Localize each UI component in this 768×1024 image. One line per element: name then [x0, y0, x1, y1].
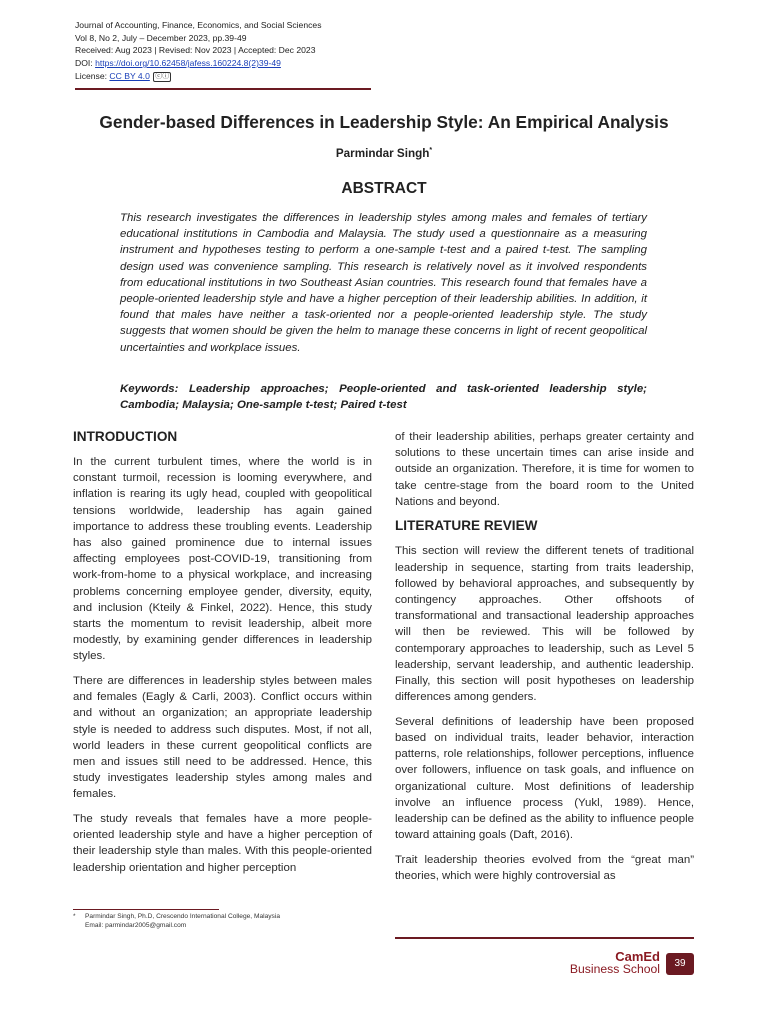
logo-line-2: Business School [569, 962, 660, 976]
lit-paragraph-2: Several definitions of leadership have been proposed based on individual traits, leader behavior, interaction patterns, role relationships, follower perceptions, influence over followers, influence on task goals, and influence on organizational culture. Most definitions of leadership involve an influence process (Yukl, 1989). Hence, leadership can be defined as the ability to influence people toward attaining goals (Daft, 2016). [395, 715, 694, 842]
journal-name: Journal of Accounting, Finance, Economics, and Social Sciences [75, 20, 322, 30]
lit-paragraph-3: Trait leadership theories evolved from the “great man” theories, which were highly controversial as [395, 853, 694, 883]
header-divider [75, 88, 371, 90]
footnote-divider [73, 909, 219, 910]
abstract-text: This research investigates the differences in leadership styles among males and females of tertiary educational institutions in Cambodia and Malaysia. The study used a questionnaire as a measuring instrument and hypotheses testing to perform a one-sample t-test and a paired t-test. The sampling design used was convenience sampling. This research is relatively novel as it involved respondents from educational institutions in two Southeast Asian countries. This research found that females have a people-oriented leadership style and have a higher perception of their leadership abilities. In addition, it found that males have neither a task-oriented nor a people-oriented leadership style. The study suggests that women should be given the helm to manage these concerns in light of recent geopolitical uncertainties and workplace issues. [120, 212, 647, 354]
license-label: License: [75, 70, 110, 81]
intro-paragraph-3-continued: of their leadership abilities, perhaps greater certainty and solutions to these uncertain times can arise inside and outside an organization. Therefore, it is time for women to take centre-stage from the board room to the United Nations and beyond. [395, 431, 694, 508]
page-number: 39 [666, 953, 694, 975]
keywords: Keywords: Leadership approaches; People-oriented and task-oriented leadership style; Cambodia; Malaysia; One-sample t-test; Paired t-test [120, 383, 647, 412]
journal-license [75, 70, 322, 83]
footer-divider [395, 937, 694, 939]
license-link[interactable]: CC BY 4.0 [109, 70, 150, 81]
literature-review-heading: LITERATURE REVIEW [395, 518, 538, 534]
journal-meta [75, 19, 322, 83]
author-name: Parmindar Singh [335, 147, 430, 160]
journal-volume: Vol 8, No 2, July – December 2023, pp.39-49 [75, 32, 247, 43]
cc-by-icon: ⓒⓘ [155, 72, 170, 80]
left-column [73, 429, 372, 884]
doi-label: DOI: [75, 58, 96, 69]
journal-dates: Received: Aug 2023 | Revised: Nov 2023 | Accepted: Dec 2023 [75, 45, 316, 56]
lit-paragraph-1: This section will review the different tenets of traditional leadership in sequence, starting from traits leadership, followed by behavioral approaches, and subsequently by contingency approaches. Other offshoots of transformational and transactional leadership approaches will then be reviewed. This will be followed by contemporary approaches to leadership, such as Level 5 leadership, servant leadership, and authentic leadership. Finally, this section will posit hypotheses on leadership differences among genders. [395, 545, 694, 704]
footnote [73, 912, 280, 931]
abstract-heading: ABSTRACT [341, 180, 427, 197]
intro-paragraph-1: In the current turbulent times, where the world is in constant turmoil, recession is looming everywhere, and inflation is rearing its ugly head, coupled with geopolitical tensions worldwide, leadership has again gained importance to address these troubling events. Leadership has also gained prominence due to internal issues affecting employees post-COVID-19, transitioning from work-from-home to a physical workplace, and increasing problems concerning employee gender, diversity, equity, and inclusion (Kteily & Finkel, 2022). Hence, this study starts the momentum to revisit leadership, albeit more modestly, by examining gender differences in leadership styles. [73, 456, 372, 663]
intro-paragraph-3: The study reveals that females have a more people-oriented leadership style and have a higher perception of their leadership style than males. With this people-oriented leadership orientation and higher perception [73, 813, 372, 874]
logo-line-1: CamEd [615, 949, 660, 964]
introduction-heading: INTRODUCTION [73, 429, 178, 444]
right-column [395, 429, 694, 893]
cammed-logo [548, 950, 660, 976]
intro-paragraph-2: There are differences in leadership styles between males and females (Eagly & Carli, 2003). Conflict occurs within and without an organization; an appropriate leadership style is needed to address such disputes. Most, if not all, world leaders in these current geopolitical conflicts are men and issues still need to be addressed. Hence, this study investigates leadership styles among males and females. [73, 675, 372, 801]
paper-author [0, 147, 768, 160]
footnote-affiliation: Parmindar Singh, Ph.D, Crescendo International College, Malaysia [85, 913, 280, 920]
doi-link[interactable]: https://doi.org/10.62458/jafess.160224.8(2)39-49 [95, 58, 281, 69]
footnote-email: Email: parmindar2005@gmail.com [85, 922, 187, 930]
paper-title: Gender-based Differences in Leadership Style: An Empirical Analysis [99, 112, 669, 132]
footnote-mark: * [73, 913, 76, 920]
author-footnote-mark: * [429, 147, 433, 155]
journal-doi [75, 57, 322, 70]
